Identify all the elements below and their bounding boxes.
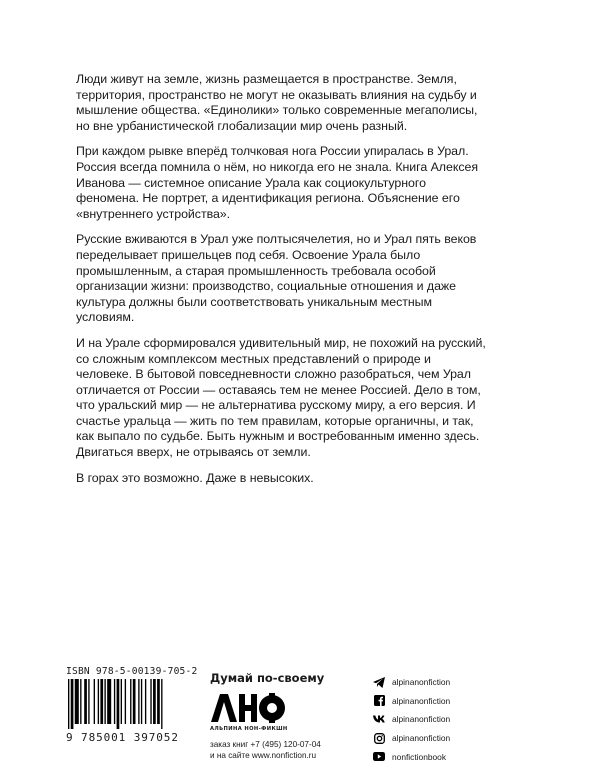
social-label: alpinanonfiction: [392, 677, 451, 688]
instagram-icon: [372, 732, 386, 744]
social-item-instagram: [372, 729, 532, 748]
paragraph: И на Урале сформировался удивительный мир, не похожий на русский, со сложным комплексом местных представлений о природе и человеке. В бытовой повседневности сложно разобраться, чем Урал отличается от России — оставаясь тем не менее Россией. Дело в том, что уральский мир — не альтернатива русскому миру, а его версия. И счастье уральца — жить по тем правилам, которые органичны, и так, как выпало по судьбе. Быть нужным и востребованным именно здесь. Двигаться вверх, не отрываясь от земли.: [76, 335, 486, 460]
paragraph: В горах это возможно. Даже в невысоких.: [76, 470, 314, 485]
facebook-icon: [372, 695, 386, 707]
isbn-label: ISBN 978-5-00139-705-2: [66, 666, 198, 677]
social-label: alpinanonfiction: [392, 695, 451, 706]
annotation-text: [76, 72, 486, 496]
barcode-digits: 9 785001 397052: [66, 731, 179, 744]
social-links: [372, 673, 532, 766]
publisher-logo: [210, 693, 288, 723]
social-item-facebook: [372, 692, 532, 711]
order-website: и на сайте www.nonfiction.ru: [210, 750, 317, 760]
social-item-telegram: [372, 673, 532, 692]
paragraph: Люди живут на земле, жизнь размещается в пространстве. Земля, территория, пространство не могут не оказывать влияния на судьбу и мышление общества. «Единолики» только современные мегаполисы, но вне урбанистической глобализации мир очень разный.: [76, 72, 478, 133]
social-item-vk: [372, 710, 532, 729]
barcode: [66, 679, 202, 729]
social-label: alpinanonfiction: [392, 714, 451, 725]
social-item-youtube: [372, 747, 532, 766]
isbn-barcode-block: [66, 666, 202, 744]
order-phone: заказ книг +7 (495) 120-07-04: [210, 740, 321, 749]
youtube-icon: [372, 751, 386, 763]
paragraph: Русские вживаются в Урал уже полтысячелетия, но и Урал пять веков переделывает пришельцев под себя. Освоение Урала было промышленным, а старая промышленность требовала особой организации жизни: производство, социальные отношения и даже культура должны были соответствовать уникальным местным условиям.: [76, 232, 477, 325]
telegram-icon: [372, 676, 386, 688]
social-label: alpinanonfiction: [392, 733, 451, 744]
paragraph: При каждом рывке вперёд толчковая нога России упиралась в Урал. Россия всегда помнила о нём, но никогда его не знала. Книга Алексея Иванова — системное описание Урала как социокультурного феномена. Не портрет, а идентификация региона. Объяснение его «внутреннего устройства».: [76, 144, 478, 221]
vk-icon: [372, 713, 386, 725]
publisher-block: [210, 671, 330, 761]
publisher-name: АЛЬПИНА НОН-ФИКШН: [210, 726, 288, 732]
social-label: nonfictionbook: [392, 751, 447, 762]
publisher-slogan: Думай по-своему: [210, 671, 325, 685]
